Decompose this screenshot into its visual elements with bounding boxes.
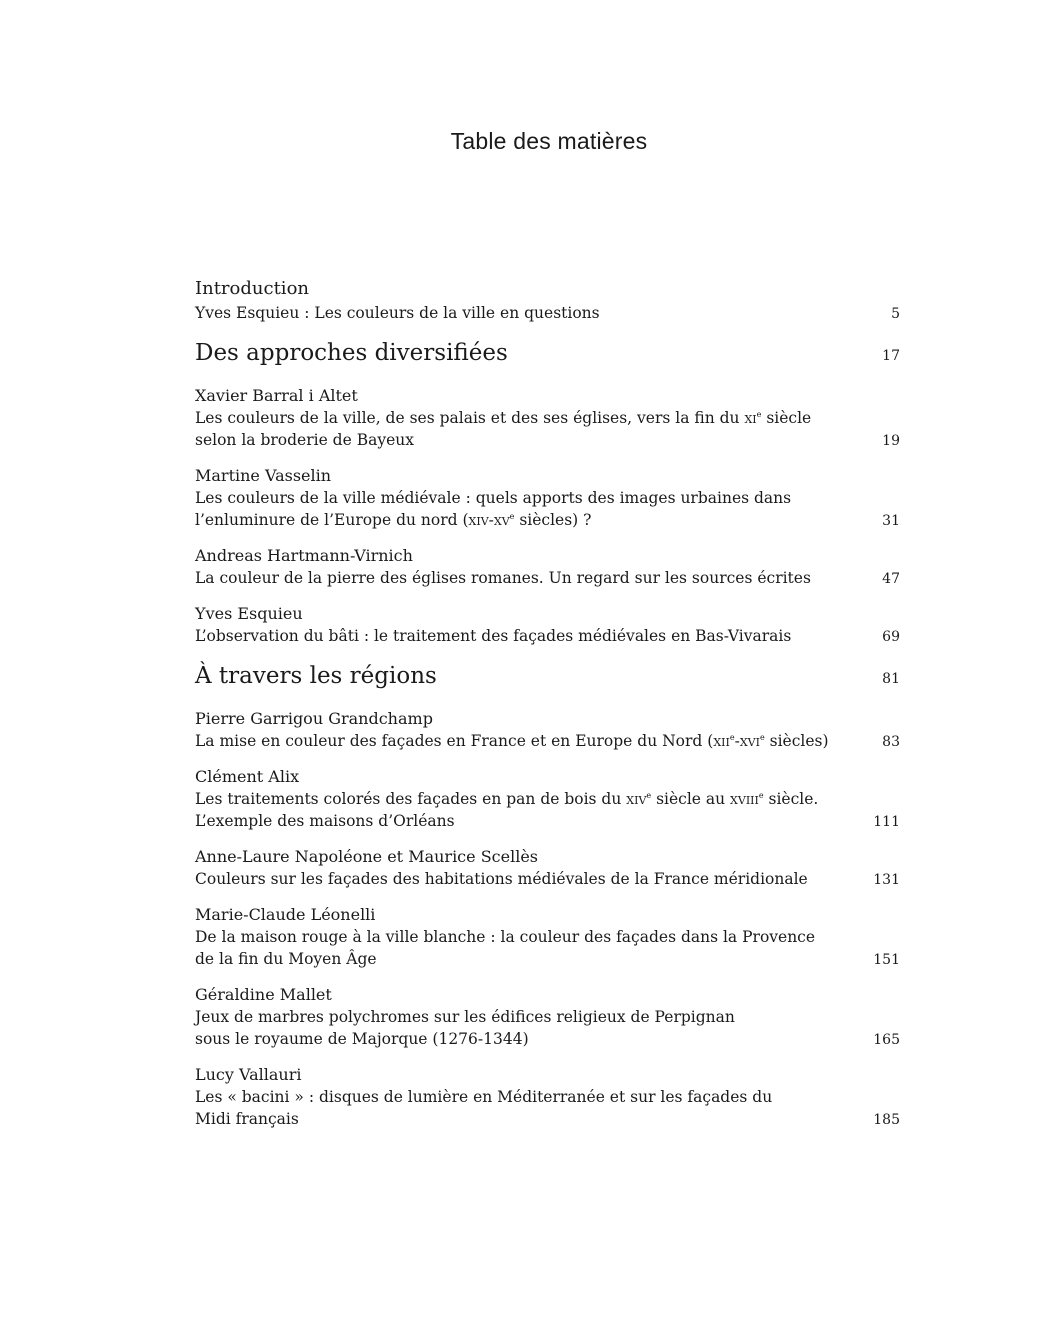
entry-title: Jeux de marbres polychromes sur les édifices religieux de Perpignan	[195, 1008, 735, 1026]
entry-title: Yves Esquieu : Les couleurs de la ville en questions	[195, 304, 600, 322]
entry-author: Marie-Claude Léonelli	[195, 905, 376, 924]
toc-line	[195, 1028, 900, 1051]
introduction-heading: Introduction	[195, 278, 309, 299]
entry-title: Les « bacini » : disques de lumière en Méditerranée et sur les façades du	[195, 1088, 773, 1106]
toc-line	[195, 407, 900, 429]
entry-title-continued: selon la broderie de Bayeux	[195, 431, 414, 449]
toc-entry	[195, 904, 900, 971]
entry-author: Andreas Hartmann-Virnich	[195, 546, 413, 565]
page-number: 31	[882, 513, 900, 529]
section-title: Des approches diversifiées	[195, 340, 508, 366]
section-heading	[195, 661, 900, 694]
entry-title-continued: Midi français	[195, 1110, 299, 1128]
page-number: 19	[882, 433, 900, 449]
page-number: 17	[882, 348, 900, 364]
toc-line	[195, 1006, 900, 1028]
toc-line	[195, 868, 900, 891]
entry-title: De la maison rouge à la ville blanche : la couleur des façades dans la Provence	[195, 928, 816, 946]
entry-title: La mise en couleur des façades en France et en Europe du Nord (xii$^e$-xvi$^e$ siècles)	[195, 732, 829, 750]
entry-author: Lucy Vallauri	[195, 1065, 302, 1084]
page-number: 185	[873, 1112, 900, 1128]
entry-author: Martine Vasselin	[195, 466, 332, 485]
toc-line	[195, 625, 900, 648]
toc-line	[195, 567, 900, 590]
page-number: 5	[891, 306, 900, 322]
toc-line	[195, 730, 900, 753]
section-heading	[195, 338, 900, 371]
entry-title: Les traitements colorés des façades en pan de bois du xiv$^e$ siècle au xviii$^e$ siècle.	[195, 790, 819, 808]
toc-entry	[195, 708, 900, 753]
page-number: 111	[873, 814, 900, 830]
table-of-contents	[195, 276, 900, 1144]
toc-line	[195, 926, 900, 948]
toc-entry	[195, 1064, 900, 1131]
toc-line	[195, 948, 900, 971]
entry-title-continued: L’exemple des maisons d’Orléans	[195, 812, 455, 830]
entry-author: Géraldine Mallet	[195, 985, 332, 1004]
entry-title: La couleur de la pierre des églises romanes. Un regard sur les sources écrites	[195, 569, 811, 587]
toc-entry	[195, 603, 900, 648]
entry-title: Couleurs sur les façades des habitations médiévales de la France méridionale	[195, 870, 808, 888]
entry-author: Anne-Laure Napoléone et Maurice Scellès	[195, 847, 538, 866]
toc-line	[195, 302, 900, 325]
toc-entry-introduction	[195, 276, 900, 325]
entry-author: Xavier Barral i Altet	[195, 386, 358, 405]
entry-title: Les couleurs de la ville, de ses palais et des ses églises, vers la fin du $xi^e$ siècle	[195, 409, 812, 427]
page-number: 165	[873, 1032, 900, 1048]
toc-entry	[195, 465, 900, 532]
entry-title: Les couleurs de la ville médiévale : quels apports des images urbaines dans	[195, 489, 792, 507]
entry-title-continued: de la fin du Moyen Âge	[195, 950, 377, 968]
entry-author: Yves Esquieu	[195, 604, 303, 623]
page-title: Table des matières	[450, 128, 648, 154]
toc-entry	[195, 846, 900, 891]
section-title: À travers les régions	[195, 663, 437, 689]
toc-line	[195, 810, 900, 833]
toc-line	[195, 1086, 900, 1108]
toc-line	[195, 487, 900, 509]
toc-entry	[195, 385, 900, 452]
page-number: 83	[882, 734, 900, 750]
entry-title: L’observation du bâti : le traitement des façades médiévales en Bas-Vivarais	[195, 627, 792, 645]
page-number: 81	[882, 671, 900, 687]
page-number: 47	[882, 571, 900, 587]
toc-line	[195, 1108, 900, 1131]
toc-entry	[195, 984, 900, 1051]
toc-line	[195, 429, 900, 452]
entry-author: Pierre Garrigou Grandchamp	[195, 709, 433, 728]
toc-entry	[195, 766, 900, 833]
page-number: 151	[873, 952, 900, 968]
toc-line	[195, 788, 900, 810]
page-number: 131	[873, 872, 900, 888]
entry-title-continued: l’enluminure de l’Europe du nord ($xiv-xv^e$ siècles) ?	[195, 511, 592, 529]
toc-line	[195, 509, 900, 532]
toc-entry	[195, 545, 900, 590]
page-number: 69	[882, 629, 900, 645]
entry-title-continued: sous le royaume de Majorque (1276-1344)	[195, 1030, 529, 1048]
entry-author: Clément Alix	[195, 767, 300, 786]
